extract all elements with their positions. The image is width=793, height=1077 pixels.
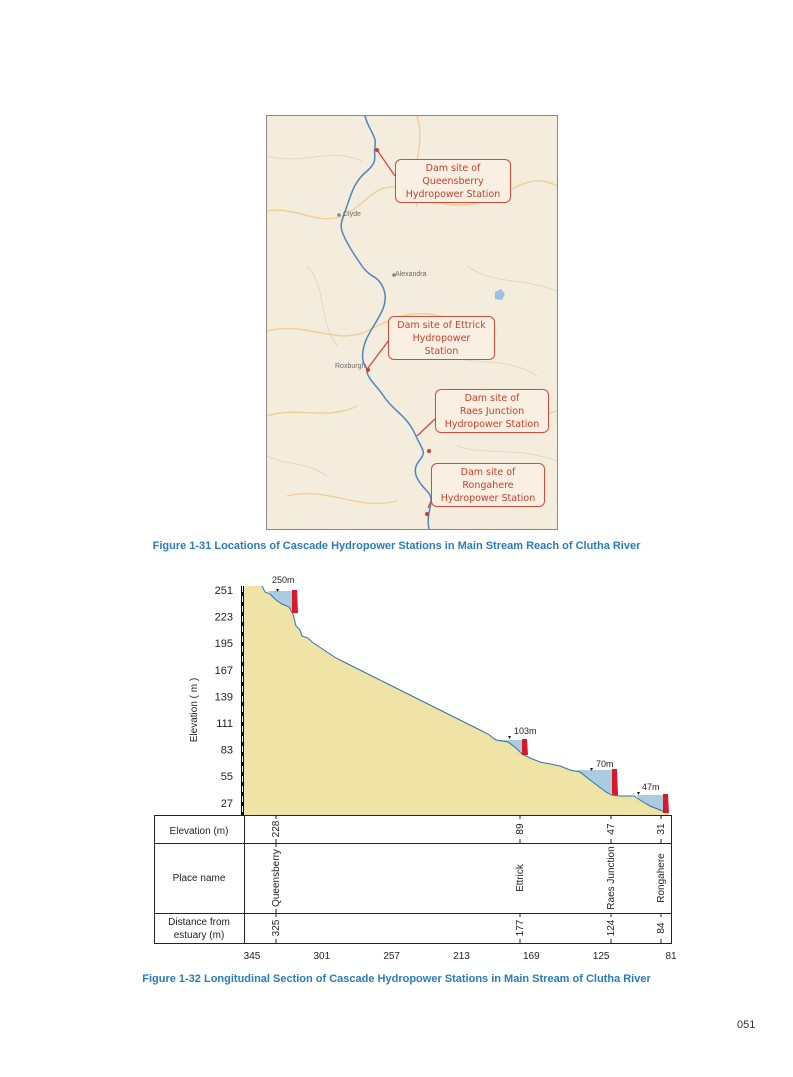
triangle-icon	[637, 792, 640, 795]
table-elevation-value: 47	[606, 823, 617, 835]
table-distance-value: 84	[656, 922, 667, 934]
y-tick-label: 139	[214, 691, 233, 704]
town-clyde: Clyde	[343, 211, 361, 218]
triangle-icon	[508, 736, 511, 739]
table-place-name: Rongahere	[656, 853, 667, 903]
x-tick-label: 81	[665, 951, 677, 962]
table-place-name: Queensberry	[271, 849, 282, 907]
callout-line: Hydropower Station	[444, 419, 540, 430]
table-tick-marks	[276, 815, 661, 943]
dam-raes-junction	[612, 769, 618, 795]
callout-line: Queensberry	[422, 176, 484, 187]
x-tick-label: 213	[453, 951, 470, 962]
page-number: 051	[737, 1019, 756, 1031]
x-tick-label: 301	[313, 951, 331, 962]
table-elevation-value: 31	[656, 823, 667, 835]
row-header-place-name: Place name	[172, 873, 226, 884]
callout-line: Hydropower	[412, 333, 471, 344]
data-table-grid	[155, 816, 672, 944]
dam-rongahere	[663, 794, 669, 813]
table-place-name: Ettrick	[515, 864, 526, 892]
y-tick-labels	[215, 585, 233, 810]
callout-line: Hydropower Station	[440, 493, 536, 504]
y-tick-label: 251	[214, 585, 233, 597]
table-values	[271, 820, 667, 936]
figure-1-32-caption: Figure 1-32 Longitudinal Section of Cascade Hydropower Stations in Main Stream of Clutha River	[142, 973, 651, 985]
row-header-distance: Distance from estuary (m)	[168, 917, 230, 941]
figure-1-31-caption: Figure 1-31 Locations of Cascade Hydropower Stations in Main Stream Reach of Clutha River	[152, 540, 641, 552]
level-label-raes-junction: 70m	[596, 759, 614, 769]
y-tick-label: 167	[214, 664, 233, 677]
callout-line: Dam site of Ettrick	[397, 320, 486, 331]
dam-ettrick	[522, 739, 528, 755]
table-place-name: Raes Junction	[606, 846, 617, 910]
table-distance-value: 124	[606, 919, 617, 937]
town-alexandra: Alexandra	[395, 271, 427, 278]
callout-line: Hydropower Station	[405, 189, 501, 200]
callout-line: Raes Junction	[459, 406, 525, 417]
x-tick-label: 125	[592, 951, 610, 962]
callout-line: Station	[424, 346, 459, 357]
callout-line: Dam site of	[460, 467, 516, 478]
x-tick-label: 169	[522, 951, 540, 962]
table-elevation-value: 228	[271, 820, 282, 838]
callout-line: Dam site of	[425, 163, 481, 174]
y-tick-label: 27	[220, 797, 233, 810]
y-tick-label: 111	[216, 718, 233, 730]
table-distance-value: 325	[271, 919, 282, 937]
dam-queensberry	[292, 590, 298, 613]
town-roxburgh: Roxburgh	[335, 363, 366, 370]
callout-line: Dam site of	[464, 393, 520, 404]
level-label-queensberry: 250m	[272, 575, 295, 585]
x-tick-label: 257	[383, 951, 401, 962]
table-elevation-value: 89	[515, 823, 526, 835]
y-tick-label: 55	[220, 771, 233, 784]
y-tick-label: 223	[214, 611, 233, 624]
table-distance-value: 177	[515, 919, 526, 937]
level-label-ettrick: 103m	[514, 726, 537, 736]
y-axis-label: Elevation ( m )	[189, 677, 200, 743]
y-tick-label: 195	[214, 638, 233, 651]
x-tick-label: 345	[243, 951, 261, 962]
y-tick-label: 83	[220, 744, 233, 757]
row-header-elevation: Elevation (m)	[169, 826, 229, 837]
level-label-rongahere: 47m	[642, 782, 660, 792]
callout-line: Rongahere	[462, 480, 514, 491]
x-tick-labels	[244, 951, 677, 962]
